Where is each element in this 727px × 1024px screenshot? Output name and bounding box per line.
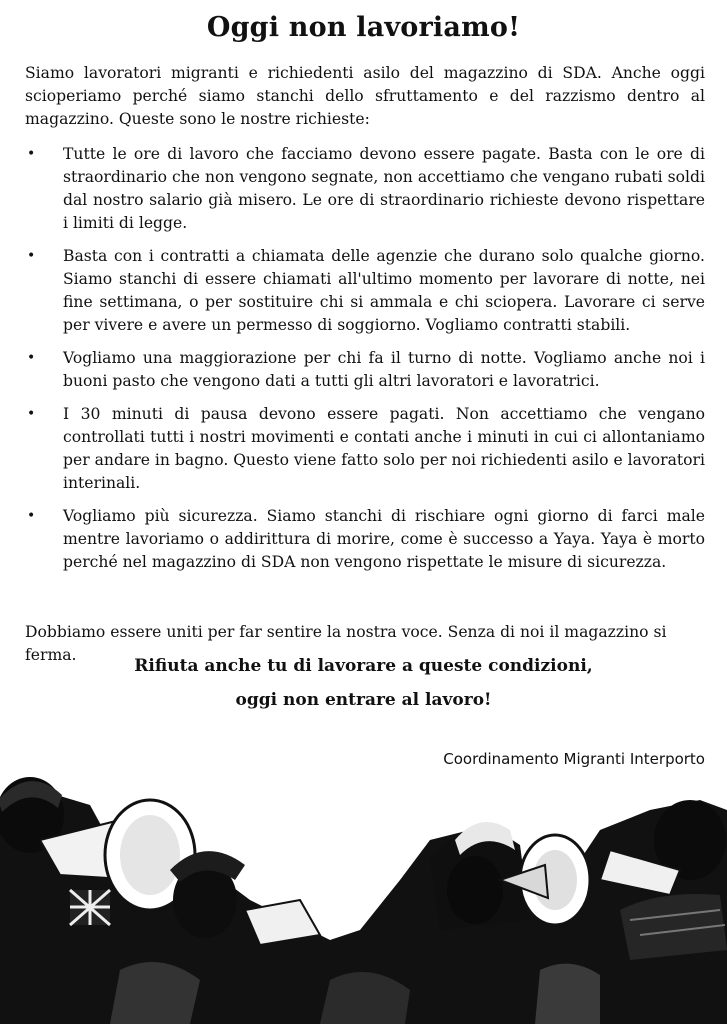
intro-paragraph: Siamo lavoratori migranti e richiedenti asilo del magazzino di SDA. Anche oggi scioperiamo perché siamo stanchi dello sfruttamento e del razzismo dentro al magazzino. Queste sono le nostre richieste: bbox=[25, 64, 705, 128]
demand-item bbox=[25, 143, 705, 235]
demand-text: Vogliamo una maggiorazione per chi fa il turno di notte. Vogliamo anche noi i buoni pasto che vengono dati a tutti gli altri lavoratori e lavoratrici. bbox=[63, 349, 705, 390]
bullet-icon: • bbox=[27, 248, 36, 264]
demand-item bbox=[25, 403, 705, 495]
demand-text: I 30 minuti di pausa devono essere pagati. Non accettiamo che vengano controllati tutti i nostri movimenti e contati anche i minuti in cui ci allontaniamo per andare in bagno. Questo viene fatto solo per noi richiedenti asilo e lavoratori interinali. bbox=[63, 405, 705, 492]
closing-paragraph: Dobbiamo essere uniti per far sentire la nostra voce. Senza di noi il magazzino si ferma. bbox=[25, 623, 667, 664]
protest-photo-illustration bbox=[0, 770, 727, 1024]
demand-item bbox=[25, 347, 705, 393]
flyer-title: Oggi non lavoriamo! bbox=[206, 12, 521, 43]
demand-text: Tutte le ore di lavoro che facciamo devono essere pagate. Basta con le ore di straordinario che non vengono segnate, non accettiamo che vengano rubati soldi dal nostro salario già misero. Le ore di straordinario richieste devono rispettare i limiti di legge. bbox=[63, 145, 705, 232]
demand-item bbox=[25, 245, 705, 337]
signature: Coordinamento Migranti Interporto bbox=[443, 750, 705, 768]
bullet-icon: • bbox=[27, 146, 36, 162]
demands-list bbox=[25, 143, 705, 584]
call-to-action-line-1: Rifiuta anche tu di lavorare a queste condizioni, bbox=[134, 656, 593, 676]
demand-text: Basta con i contratti a chiamata delle agenzie che durano solo qualche giorno. Siamo stanchi di essere chiamati all'ultimo momento per lavorare di notte, nei fine settimana, o per sostituire chi si ammala e chi sciopera. Lavorare ci serve per vivere e avere un permesso di soggiorno. Vogliamo contratti stabili. bbox=[63, 247, 705, 334]
bullet-icon: • bbox=[27, 350, 36, 366]
bullet-icon: • bbox=[27, 406, 36, 422]
bullet-icon: • bbox=[27, 508, 36, 524]
call-to-action-line-2: oggi non entrare al lavoro! bbox=[235, 690, 492, 710]
demand-text: Vogliamo più sicurezza. Siamo stanchi di rischiare ogni giorno di farci male mentre lavoriamo o addirittura di morire, come è successo a Yaya. Yaya è morto perché nel magazzino di SDA non vengono rispettate le misure di sicurezza. bbox=[63, 507, 705, 571]
demand-item bbox=[25, 505, 705, 574]
